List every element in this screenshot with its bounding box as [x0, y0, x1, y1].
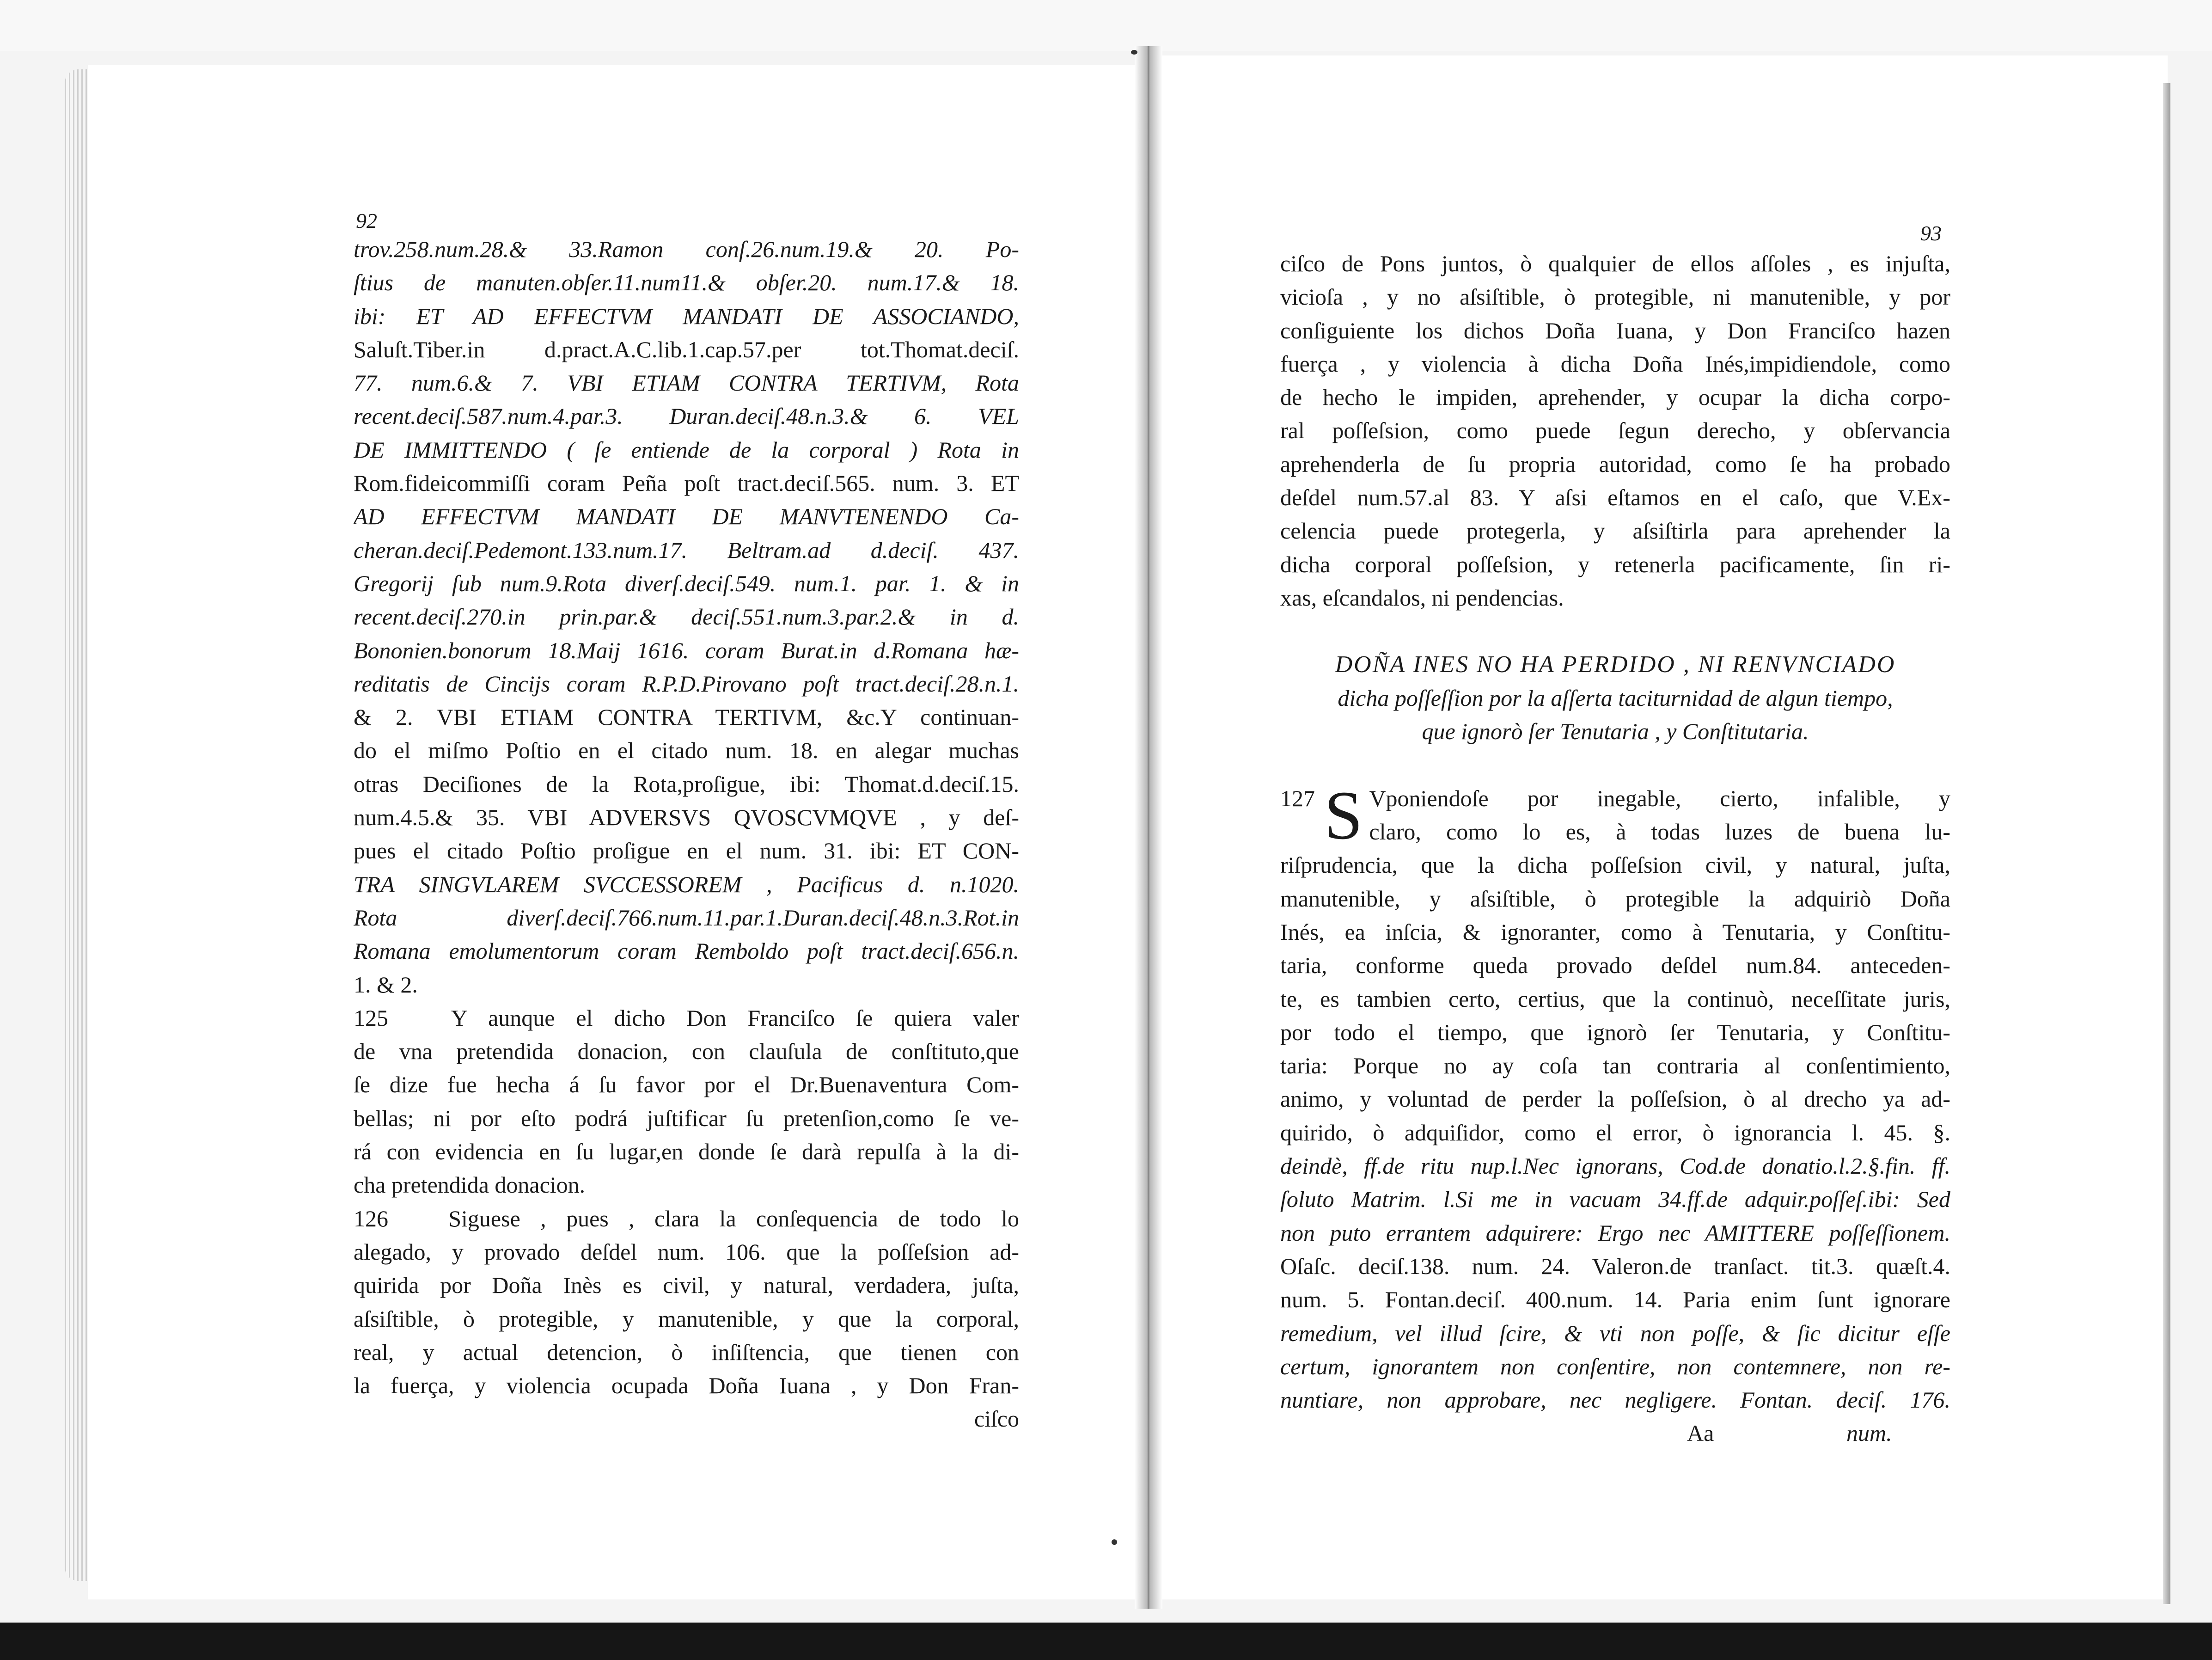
text-line: 77. num.6.& 7. VBI ETIAM CONTRA TERTIVM, Rota: [354, 370, 1019, 396]
text-line: animo, y voluntad de perder la poſſeſsion, ò al drecho ya ad-: [1280, 1086, 1950, 1112]
text-line: vicioſa , y no aſsiſtible, ò protegible, ni manutenible, y por: [1280, 284, 1950, 310]
paragraph-number: 127: [1280, 785, 1315, 811]
text-line: remedium, vel illud ſcire, & vti non poſſe, & ſic dicitur eſſe: [1280, 1320, 1950, 1346]
text-line: cha pretendida donacion.: [354, 1172, 586, 1198]
text-line: ſtius de manuten.obſer.11.num11.& obſer.20. num.17.& 18.: [354, 270, 1019, 296]
text-line: fuerça , y violencia à dicha Doña Inés,impidiendole, como: [1280, 350, 1950, 377]
left-page-text: [354, 233, 1019, 1436]
text-line: cheran.deciſ.Pedemont.133.num.17. Beltram.ad d.deciſ. 437.: [354, 537, 1019, 563]
section-spacer: [1280, 748, 1950, 781]
text-line: Rota diverſ.deciſ.766.num.11.par.1.Duran.deciſ.48.n.3.Rot.in: [354, 904, 1019, 931]
text-line: bellas; ni por eſto podrá juſtificar ſu pretenſion,como ſe ve-: [354, 1105, 1019, 1131]
text-line: dicha corporal poſſeſsion, y retenerla pacificamente, ſin ri-: [1280, 551, 1950, 577]
catchword: ciſco: [974, 1406, 1019, 1432]
signature-mark: Aa: [1687, 1420, 1714, 1446]
section-heading-line: dicha poſſeſſion por la aſſerta taciturnidad de algun tiempo,: [1338, 685, 1893, 711]
scan-background-top: [0, 0, 2212, 51]
text-line: ral poſſeſsion, como puede ſegun derecho, y obſervancia: [1280, 417, 1950, 444]
text-line: ciſco de Pons juntos, ò qualquier de ellos aſſoles , es injuſta,: [1280, 251, 1950, 276]
text-line: AD EFFECTVM MANDATI DE MANVTENENDO Ca-: [354, 503, 1019, 530]
text-line: 125 Y aunque el dicho Don Franciſco ſe quiera valer: [354, 1005, 1019, 1031]
text-line: riſprudencia, que la dicha poſſeſsion civil, y natural, juſta,: [1280, 852, 1950, 878]
text-line: rá con evidencia en ſu lugar,en donde ſe darà repulſa à la di-: [354, 1139, 1019, 1165]
text-line: aprehenderla de ſu propria autoridad, como ſe ha probado: [1280, 451, 1950, 477]
right-page-number: 93: [1920, 221, 1942, 245]
text-line: taria: Porque no ay coſa tan contraria al conſentimiento,: [1280, 1053, 1950, 1079]
paragraph-127: [1280, 777, 1950, 1417]
text-line: alegado, y provado deſdel num. 106. que la poſſeſsion ad-: [354, 1238, 1019, 1265]
text-line: xas, eſcandalos, ni pendencias.: [1280, 584, 1564, 611]
left-page-number: 92: [356, 209, 377, 233]
text-line: otras Deciſiones de la Rota,proſigue, ibi: Thomat.d.deciſ.15.: [354, 771, 1019, 797]
section-heading: DOÑA INES NO HA PERDIDO , NI RENVNCIADO: [1335, 651, 1896, 678]
text-line: TRA SINGVLAREM SVCCESSOREM , Pacificus d. n.1020.: [354, 871, 1019, 897]
text-line: taria, conforme queda provado deſdel num.84. anteceden-: [1280, 952, 1950, 979]
text-line: aſsiſtible, ò protegible, y manutenible, y que la corporal,: [354, 1305, 1019, 1332]
text-line: conſiguiente los dichos Doña Iuana, y Don Franciſco hazen: [1280, 317, 1950, 343]
text-line: deindè, ff.de ritu nup.l.Nec ignorans, Cod.de donatio.l.2.§.fin. ff.: [1280, 1153, 1950, 1179]
page-footer: [1280, 1416, 1950, 1450]
text-line: quirida por Doña Inès es civil, y natural, verdadera, juſta,: [354, 1272, 1019, 1299]
text-line: & 2. VBI ETIAM CONTRA TERTIVM, &c.Y continuan-: [354, 704, 1019, 730]
binding-mark: [1131, 50, 1137, 55]
text-line: reditatis de Cincijs coram R.P.D.Pirovano poſt tract.deciſ.28.n.1.: [354, 670, 1019, 697]
text-line: ibi: ET AD EFFECTVM MANDATI DE ASSOCIANDO,: [354, 303, 1019, 329]
catchword: num.: [1846, 1420, 1892, 1446]
text-line: certum, ignorantem non conſentire, non contemnere, non re-: [1280, 1353, 1950, 1379]
text-line: recent.deciſ.587.num.4.par.3. Duran.deciſ.48.n.3.& 6. VEL: [354, 403, 1019, 429]
text-line: Romana emolumentorum coram Remboldo poſt tract.deciſ.656.n.: [354, 938, 1019, 964]
text-line: 1. & 2.: [354, 971, 418, 998]
right-page-text: [1280, 247, 1950, 1450]
text-line: Saluſt.Tiber.in d.pract.A.C.lib.1.cap.57.per tot.Thomat.deciſ.: [354, 336, 1019, 362]
section-heading-line: que ignorò ſer Tenutaria , y Conſtitutaria.: [1422, 718, 1809, 745]
text-line: non puto errantem adquirere: Ergo nec AMITTERE poſſeſſionem.: [1280, 1219, 1950, 1246]
text-line: de vna pretendida donacion, con clauſula de conſtituto,que: [354, 1038, 1019, 1065]
text-line: Bononien.bonorum 18.Maij 1616. coram Burat.in d.Romana hæ-: [354, 637, 1019, 663]
drop-cap: S: [1324, 777, 1363, 854]
text-line: Rom.fideicommiſſi coram Peña poſt tract.deciſ.565. num. 3. ET: [354, 470, 1019, 496]
text-line: trov.258.num.28.& 33.Ramon conſ.26.num.19.& 20. Po-: [354, 236, 1019, 262]
text-line: num.4.5.& 35. VBI ADVERSVS QVOSCVMQVE , y deſ-: [354, 804, 1019, 831]
text-line: nuntiare, non approbare, nec negligere. Fontan. deciſ. 176.: [1280, 1387, 1950, 1413]
right-page-edge: [2163, 83, 2170, 1604]
section-spacer: [1280, 614, 1950, 648]
text-line: te, es tambien certo, certius, que la continuò, neceſſitate juris,: [1280, 986, 1950, 1012]
text-line: ſoluto Matrim. l.Si me in vacuam 34.ff.de adquir.poſſeſ.ibi: Sed: [1280, 1186, 1950, 1213]
text-line: manutenible, y aſsiſtible, ò protegible la adquiriò Doña: [1280, 885, 1950, 912]
text-line: 126 Siguese , pues , clara la conſequencia de todo lo: [354, 1205, 1019, 1231]
text-line: por todo el tiempo, que ignorò ſer Tenutaria, y Conſtitu-: [1280, 1019, 1950, 1045]
text-line: Vponiendoſe por inegable, cierto, infalible, y: [1369, 785, 1950, 811]
text-line: celencia puede protegerla, y aſsiſtirla para aprehender la: [1280, 518, 1950, 544]
text-line: pues el citado Poſtio proſigue en el num. 31. ibi: ET CON-: [354, 838, 1019, 864]
text-line: real, y actual detencion, ò inſiſtencia, que tienen con: [354, 1339, 1019, 1365]
text-line: DE IMMITTENDO ( ſe entiende de la corporal ) Rota in: [354, 436, 1019, 463]
text-line: claro, como lo es, à todas luzes de buena lu-: [1369, 819, 1950, 845]
text-line: de hecho le impiden, aprehender, y ocupar la dicha corpo-: [1280, 384, 1950, 410]
text-line: la fuerça, y violencia ocupada Doña Iuana , y Don Fran-: [354, 1372, 1019, 1399]
text-line: Inés, ea inſcia, & ignoranter, como à Tenutaria, y Conſtitu-: [1280, 919, 1950, 945]
text-line: Gregorij ſub num.9.Rota diverſ.deciſ.549. num.1. par. 1. & in: [354, 570, 1019, 596]
text-line: deſdel num.57.al 83. Y aſsi eſtamos en el caſo, que V.Ex-: [1280, 484, 1950, 511]
text-line: num. 5. Fontan.deciſ. 400.num. 14. Paria enim ſunt ignorare: [1280, 1286, 1950, 1313]
text-line: do el miſmo Poſtio en el citado num. 18. en alegar muchas: [354, 737, 1019, 764]
text-line: recent.deciſ.270.in prin.par.& deciſ.551.num.3.par.2.& in d.: [354, 604, 1019, 630]
ink-speck: [1112, 1539, 1117, 1545]
text-line: Oſaſc. deciſ.138. num. 24. Valeron.de tranſact. tit.3. quæſt.4.: [1280, 1253, 1950, 1279]
text-line: ſe dize fue hecha á ſu favor por el Dr.Buenaventura Com-: [354, 1072, 1019, 1098]
book-gutter: [1135, 46, 1162, 1609]
text-line: quirido, ò adquiſidor, como el error, ò ignorancia l. 45. §.: [1280, 1119, 1950, 1145]
scan-background-bottom: [0, 1623, 2212, 1660]
